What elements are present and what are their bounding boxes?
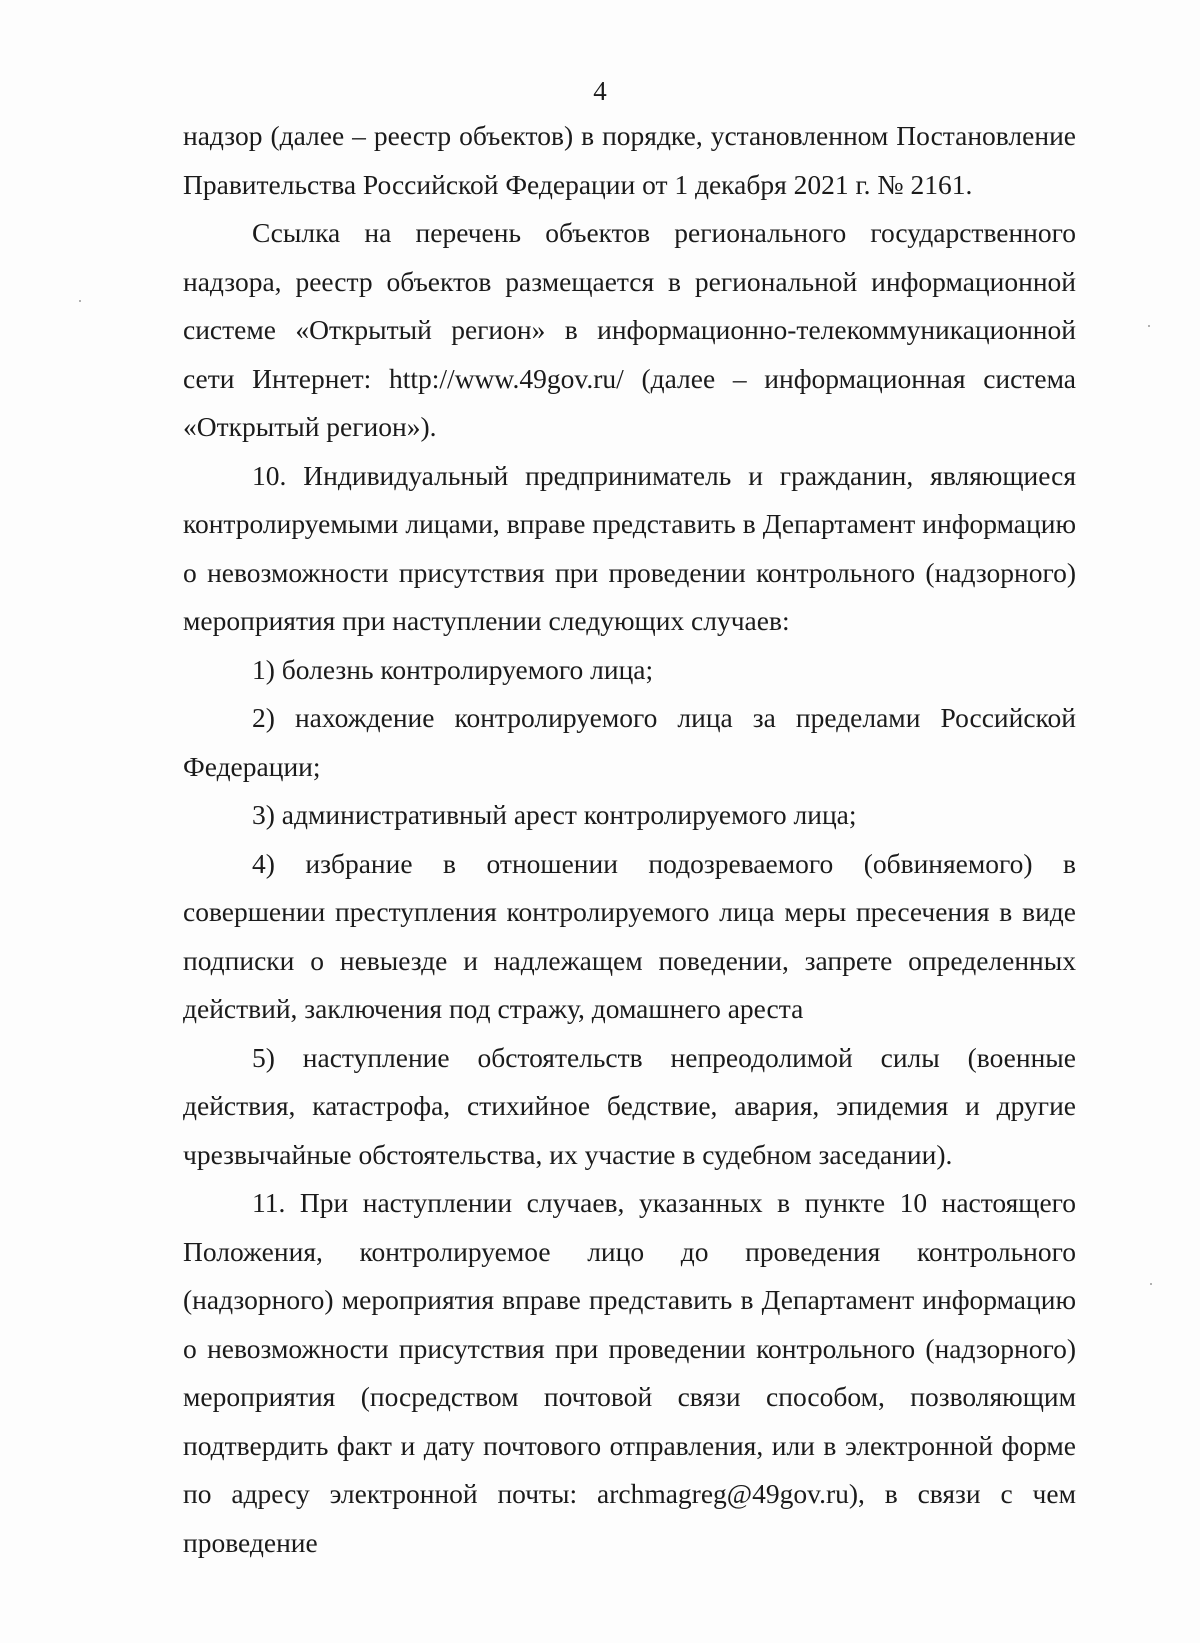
list-item-2: 2) нахождение контролируемого лица за пределами Российской Федерации;: [183, 702, 1076, 782]
list-item-1: 1) болезнь контролируемого лица;: [252, 653, 654, 685]
page-number: 4: [593, 76, 607, 106]
paragraph-registry-link: Ссылка на перечень объектов регионального государственного надзора, реестр объектов размещается в региональной информационной системе «Открытый регион» в информационно-телекоммуникационной сети Интернет: http://www.49gov.ru/ (далее – информационная система «Открытый регион»).: [183, 217, 1076, 442]
paragraph-registry-order: надзор (далее – реестр объектов) в порядке, установленном Постановление Правительства Российской Федерации от 1 декабря 2021 г. № 2161.: [183, 120, 1076, 200]
list-item-3: 3) административный арест контролируемого лица;: [252, 799, 857, 830]
paragraph-item-11: 11. При наступлении случаев, указанных в пункте 10 настоящего Положения, контролируемое лицо до проведения контрольного (надзорного) мероприятия вправе представить в Департамент информацию о невозможности присутствия при проведении контрольного (надзорного) мероприятия (посредством почтовой связи способом, позволяющим подтвердить факт и дату почтового отправления, или в электронной форме по адресу электронной почты: archmagreg@49gov.ru), в связи с чем проведение: [183, 1187, 1076, 1558]
list-item-4: 4) избрание в отношении подозреваемого (обвиняемого) в совершении преступления контролируемого лица меры пресечения в виде подписки о невыезде и надлежащем поведении, запрете определенных действий, заключения под стражу, домашнего ареста: [183, 847, 1076, 1024]
paragraph-item-10: 10. Индивидуальный предприниматель и гражданин, являющиеся контролируемыми лицами, вправе представить в Департамент информацию о невозможности присутствия при проведении контрольного (надзорного) мероприятия при наступлении следующих случаев:: [183, 459, 1076, 636]
list-item-5: 5) наступление обстоятельств непреодолимой силы (военные действия, катастрофа, стихийное бедствие, авария, эпидемия и другие чрезвычайные обстоятельства, их участие в судебном заседании).: [183, 1041, 1076, 1170]
document-body: [183, 112, 1076, 1567]
